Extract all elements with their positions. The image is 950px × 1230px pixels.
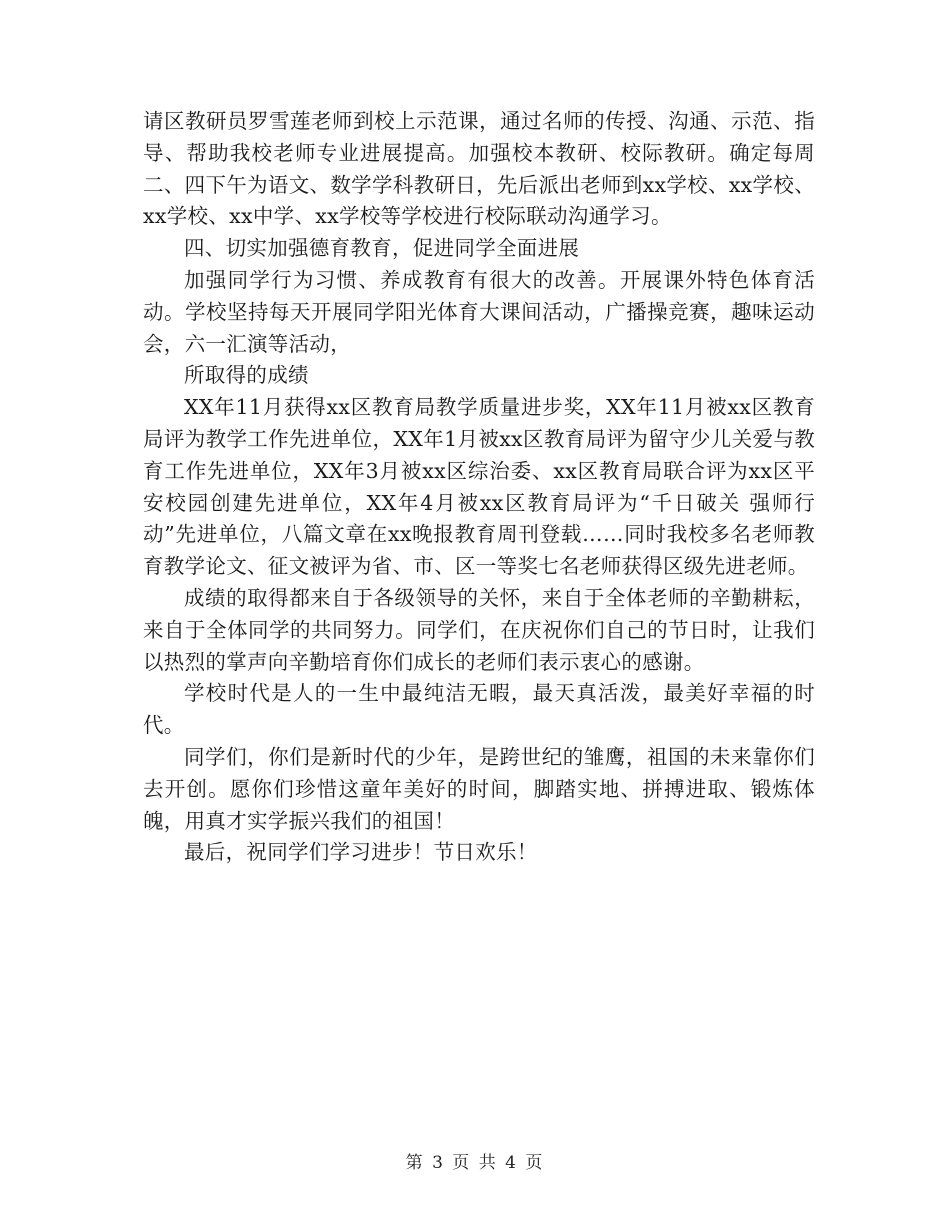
section-heading-achievements: 所取得的成绩 — [184, 363, 309, 388]
paragraph-encouragement: 同学们，你们是新时代的少年，是跨世纪的雏鹰，祖国的未来靠你们去开创。愿你们珍惜这童年美好的时间，脚踏实地、拼搏进取、锻炼体魄，用真才实学振兴我们的祖国！ — [143, 744, 815, 833]
footer-middle: 页 共 — [452, 1153, 498, 1173]
paragraph-activities: 加强同学行为习惯、养成教育有很大的改善。开展课外特色体育活动。学校坚持每天开展同学阳光体育大课间活动，广播操竞赛，趣味运动会，六一汇演等活动， — [143, 267, 815, 356]
paragraph-closing: 最后，祝同学们学习进步！节日欢乐！ — [184, 840, 538, 865]
document-body — [143, 106, 815, 869]
footer-current-page: 3 — [432, 1153, 445, 1173]
footer-suffix: 页 — [525, 1153, 545, 1173]
footer-total-pages: 4 — [505, 1153, 518, 1173]
section-heading-moral-education: 四、切实加强德育教育，促进同学全面进展 — [184, 236, 580, 261]
paragraph-awards: XX年11月获得xx区教育局教学质量进步奖，XX年11月被xx区教育局评为教学工作先进单位，XX年1月被xx区教育局评为留守少儿关爱与教育工作先进单位，XX年3月被xx区综治委、xx区教育局联合评为xx区平安校园创建先进单位，XX年4月被xx区教育局评为“千日破关 强师行动”先进单位，八篇文章在xx晚报教育周刊登载……同时我校多名老师教育教学论文、征文被评为省、市、区一等奖七名老师获得区级先进老师。 — [143, 395, 815, 579]
page-footer — [0, 1148, 950, 1173]
paragraph-school-years: 学校时代是人的一生中最纯洁无暇，最天真活泼，最美好幸福的时代。 — [143, 681, 815, 738]
paragraph-gratitude: 成绩的取得都来自于各级领导的关怀，来自于全体老师的辛勤耕耘，来自于全体同学的共同努力。同学们，在庆祝你们自己的节日时，让我们以热烈的掌声向辛勤培育你们成长的老师们表示衷心的感谢。 — [143, 585, 815, 674]
footer-prefix: 第 — [405, 1153, 425, 1173]
paragraph-1: 请区教研员罗雪莲老师到校上示范课，通过名师的传授、沟通、示范、指导、帮助我校老师专业进展提高。加强校本教研、校际教研。确定每周二、四下午为语文、数学学科教研日，先后派出老师到xx学校、xx学校、xx学校、xx中学、xx学校等学校进行校际联动沟通学习。 — [143, 109, 815, 229]
